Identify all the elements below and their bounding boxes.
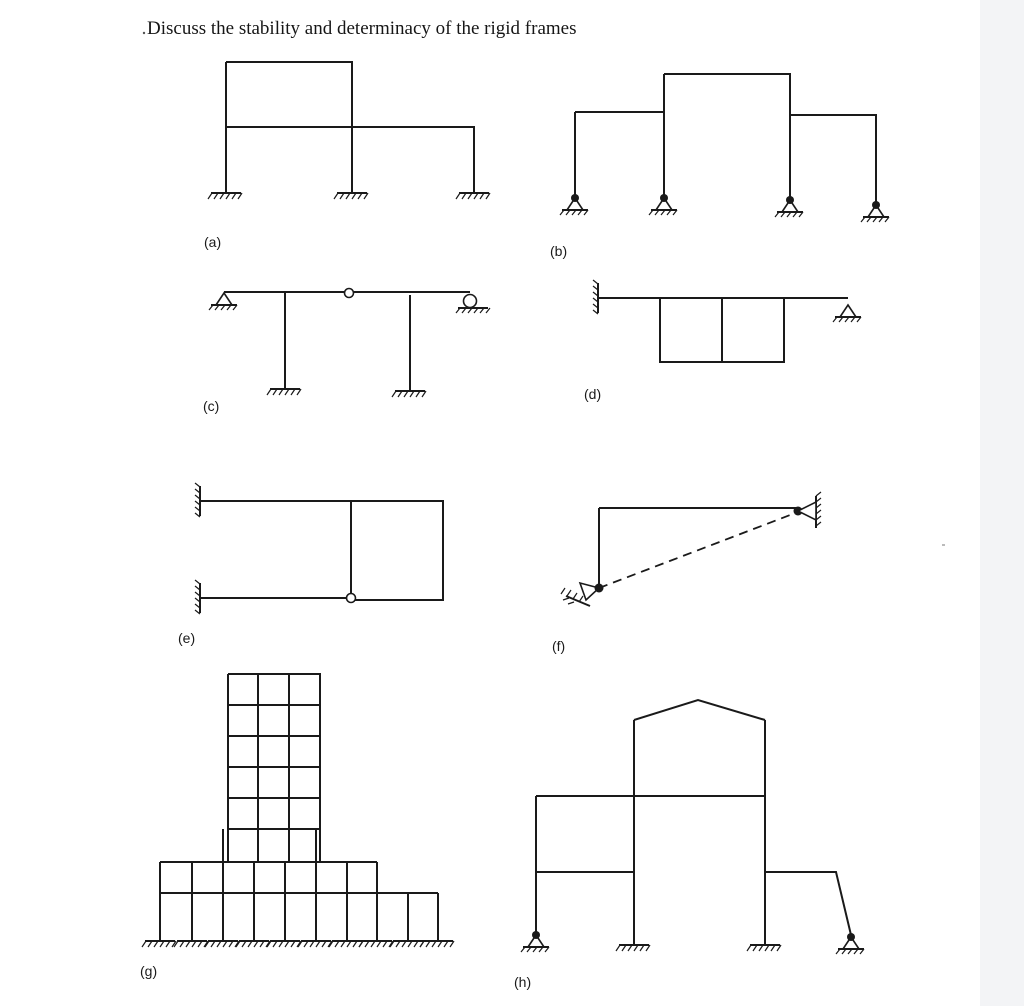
frame-f xyxy=(552,492,821,654)
frame-b xyxy=(550,74,889,259)
problem-statement: Discuss the stability and determinacy of the rigid frames xyxy=(147,18,577,39)
frame-h xyxy=(514,700,864,990)
frame-d xyxy=(584,280,861,402)
figure-label-f: (f) xyxy=(552,638,566,654)
right-sidebar-strip xyxy=(980,0,1024,1006)
frame-e xyxy=(178,483,443,646)
figure-label-d: (d) xyxy=(584,386,602,402)
figure-label-g: (g) xyxy=(140,963,158,979)
figure-label-b: (b) xyxy=(550,243,568,259)
figure-label-c: (c) xyxy=(203,398,220,414)
frame-a xyxy=(204,62,490,250)
figure-label-e: (e) xyxy=(178,630,196,646)
bullet-dot xyxy=(143,32,145,34)
figure-label-a: (a) xyxy=(204,234,222,250)
frame-c xyxy=(203,289,490,415)
frame-g xyxy=(140,674,454,979)
figure-label-h: (h) xyxy=(514,974,532,990)
